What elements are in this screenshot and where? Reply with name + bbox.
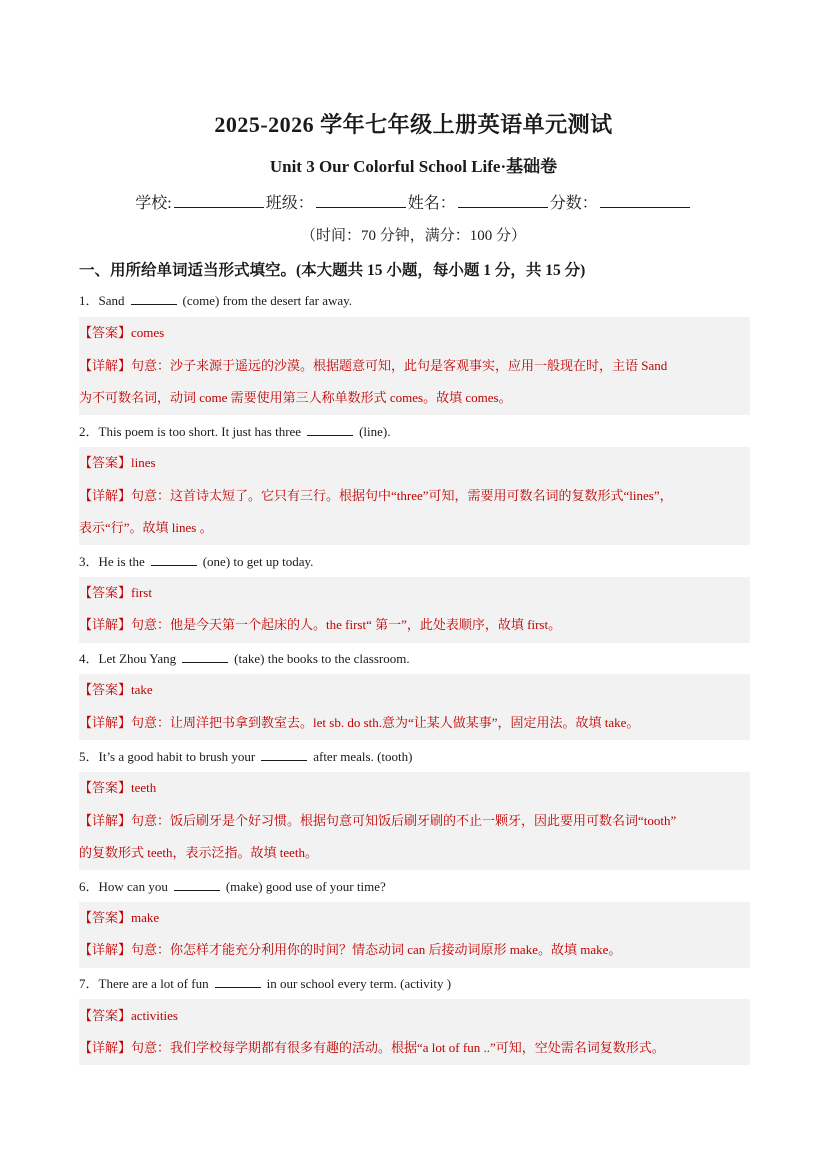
answer-line bbox=[79, 583, 750, 603]
detail-tag: 【详解】 bbox=[79, 617, 132, 632]
answer-value: first bbox=[131, 585, 152, 600]
question-3 bbox=[79, 553, 759, 571]
school-blank bbox=[174, 193, 264, 208]
question-2 bbox=[79, 423, 759, 441]
question-text-before: 2．This poem is too short. It just has three bbox=[79, 424, 302, 439]
answer-tag: 【答案】 bbox=[79, 325, 132, 340]
detail-tag: 【详解】 bbox=[79, 715, 132, 730]
name-blank bbox=[458, 193, 548, 208]
answer-value: activities bbox=[131, 1008, 178, 1023]
answer-blank bbox=[131, 292, 177, 305]
detail-line bbox=[79, 940, 750, 960]
page-title: 2025-2026 学年七年级上册英语单元测试 bbox=[214, 112, 613, 137]
question-6 bbox=[79, 878, 759, 896]
detail-line bbox=[79, 356, 750, 376]
detail-line bbox=[79, 811, 750, 831]
answer-line bbox=[79, 453, 750, 473]
detail-text: 句意：饭后刷牙是个好习惯。根据句意可知饭后刷牙刷的不止一颗牙，因此要用可数名词“tooth” bbox=[131, 813, 677, 828]
question-5 bbox=[79, 748, 759, 766]
detail-text: 句意：让周洋把书拿到教室去。let sb. do sth.意为“让某人做某事”，固定用法。故填 take。 bbox=[131, 715, 640, 730]
detail-tag: 【详解】 bbox=[79, 488, 132, 503]
question-text-after: (take) the books to the classroom. bbox=[234, 651, 410, 666]
answer-blank bbox=[215, 975, 261, 988]
name-label: 姓名： bbox=[407, 195, 456, 212]
question-1 bbox=[79, 292, 759, 310]
question-text-before: 1．Sand bbox=[79, 293, 125, 308]
detail-tag: 【详解】 bbox=[79, 358, 132, 373]
question-text-before: 6．How can you bbox=[79, 879, 168, 894]
question-4 bbox=[79, 650, 759, 668]
answer-blank bbox=[174, 878, 220, 891]
section-heading: 一、用所给单词适当形式填空。(本大题共 15 小题，每小题 1 分，共 15 分) bbox=[79, 262, 586, 279]
detail-text: 句意：这首诗太短了。它只有三行。根据句中“three”可知，需要用可数名词的复数形式“lines”， bbox=[131, 488, 673, 503]
question-text-before: 3．He is the bbox=[79, 554, 145, 569]
question-text-after: (make) good use of your time? bbox=[225, 879, 386, 894]
answer-value: teeth bbox=[131, 780, 157, 795]
detail-line bbox=[79, 1038, 750, 1058]
answer-value: comes bbox=[131, 325, 165, 340]
question-text-before: 5．It’s a good habit to brush your bbox=[79, 749, 256, 764]
question-7 bbox=[79, 975, 759, 993]
score-blank bbox=[600, 193, 690, 208]
question-text-after: (one) to get up today. bbox=[202, 554, 314, 569]
answer-tag: 【答案】 bbox=[79, 910, 132, 925]
score-label: 分数： bbox=[549, 195, 598, 212]
answer-line bbox=[79, 680, 750, 700]
question-text-before: 7．There are a lot of fun bbox=[79, 976, 209, 991]
detail-line bbox=[79, 486, 750, 506]
detail-tag: 【详解】 bbox=[79, 1040, 132, 1055]
answer-value: make bbox=[131, 910, 160, 925]
detail-tag: 【详解】 bbox=[79, 942, 132, 957]
question-text-before: 4．Let Zhou Yang bbox=[79, 651, 177, 666]
detail-line bbox=[79, 615, 750, 635]
answer-tag: 【答案】 bbox=[79, 585, 132, 600]
detail-line bbox=[79, 713, 750, 733]
detail-line: 表示“行”。故填 lines 。 bbox=[79, 520, 213, 535]
answer-tag: 【答案】 bbox=[79, 1008, 132, 1023]
answer-blank bbox=[307, 423, 353, 436]
detail-text: 句意：沙子来源于遥远的沙漠。根据题意可知，此句是客观事实，应用一般现在时，主语 Sand bbox=[131, 358, 668, 373]
answer-tag: 【答案】 bbox=[79, 455, 132, 470]
detail-line: 的复数形式 teeth，表示泛指。故填 teeth。 bbox=[79, 845, 319, 860]
answer-line bbox=[79, 908, 750, 928]
class-label: 班级： bbox=[265, 195, 314, 212]
page-subtitle: Unit 3 Our Colorful School Life·基础卷 bbox=[269, 157, 558, 176]
answer-line bbox=[79, 1006, 750, 1026]
answer-blank bbox=[151, 553, 197, 566]
detail-tag: 【详解】 bbox=[79, 813, 132, 828]
question-text-after: in our school every term. (activity ) bbox=[266, 976, 452, 991]
time-note: （时间：70 分钟，满分：100 分） bbox=[300, 228, 526, 244]
detail-text: 句意：你怎样才能充分利用你的时间？情态动词 can 后接动词原形 make。故填 make。 bbox=[131, 942, 622, 957]
answer-tag: 【答案】 bbox=[79, 780, 132, 795]
answer-line bbox=[79, 323, 750, 343]
answer-value: take bbox=[131, 682, 153, 697]
class-blank bbox=[316, 193, 406, 208]
answer-tag: 【答案】 bbox=[79, 682, 132, 697]
question-text-after: (come) from the desert far away. bbox=[182, 293, 353, 308]
student-info-line bbox=[0, 190, 827, 213]
detail-line: 为不可数名词，动词 come 需要使用第三人称单数形式 comes。故填 comes。 bbox=[79, 390, 512, 405]
answer-line bbox=[79, 778, 750, 798]
question-text-after: after meals. (tooth) bbox=[313, 749, 413, 764]
detail-text: 句意：他是今天第一个起床的人。the first“ 第一”，此处表顺序，故填 first。 bbox=[131, 617, 562, 632]
answer-blank bbox=[182, 650, 228, 663]
school-label: 学校: bbox=[135, 195, 172, 212]
detail-text: 句意：我们学校每学期都有很多有趣的活动。根据“a lot of fun ..”可知，空处需名词复数形式。 bbox=[131, 1040, 665, 1055]
question-text-after: (line). bbox=[359, 424, 391, 439]
answer-blank bbox=[261, 748, 307, 761]
answer-value: lines bbox=[131, 455, 156, 470]
